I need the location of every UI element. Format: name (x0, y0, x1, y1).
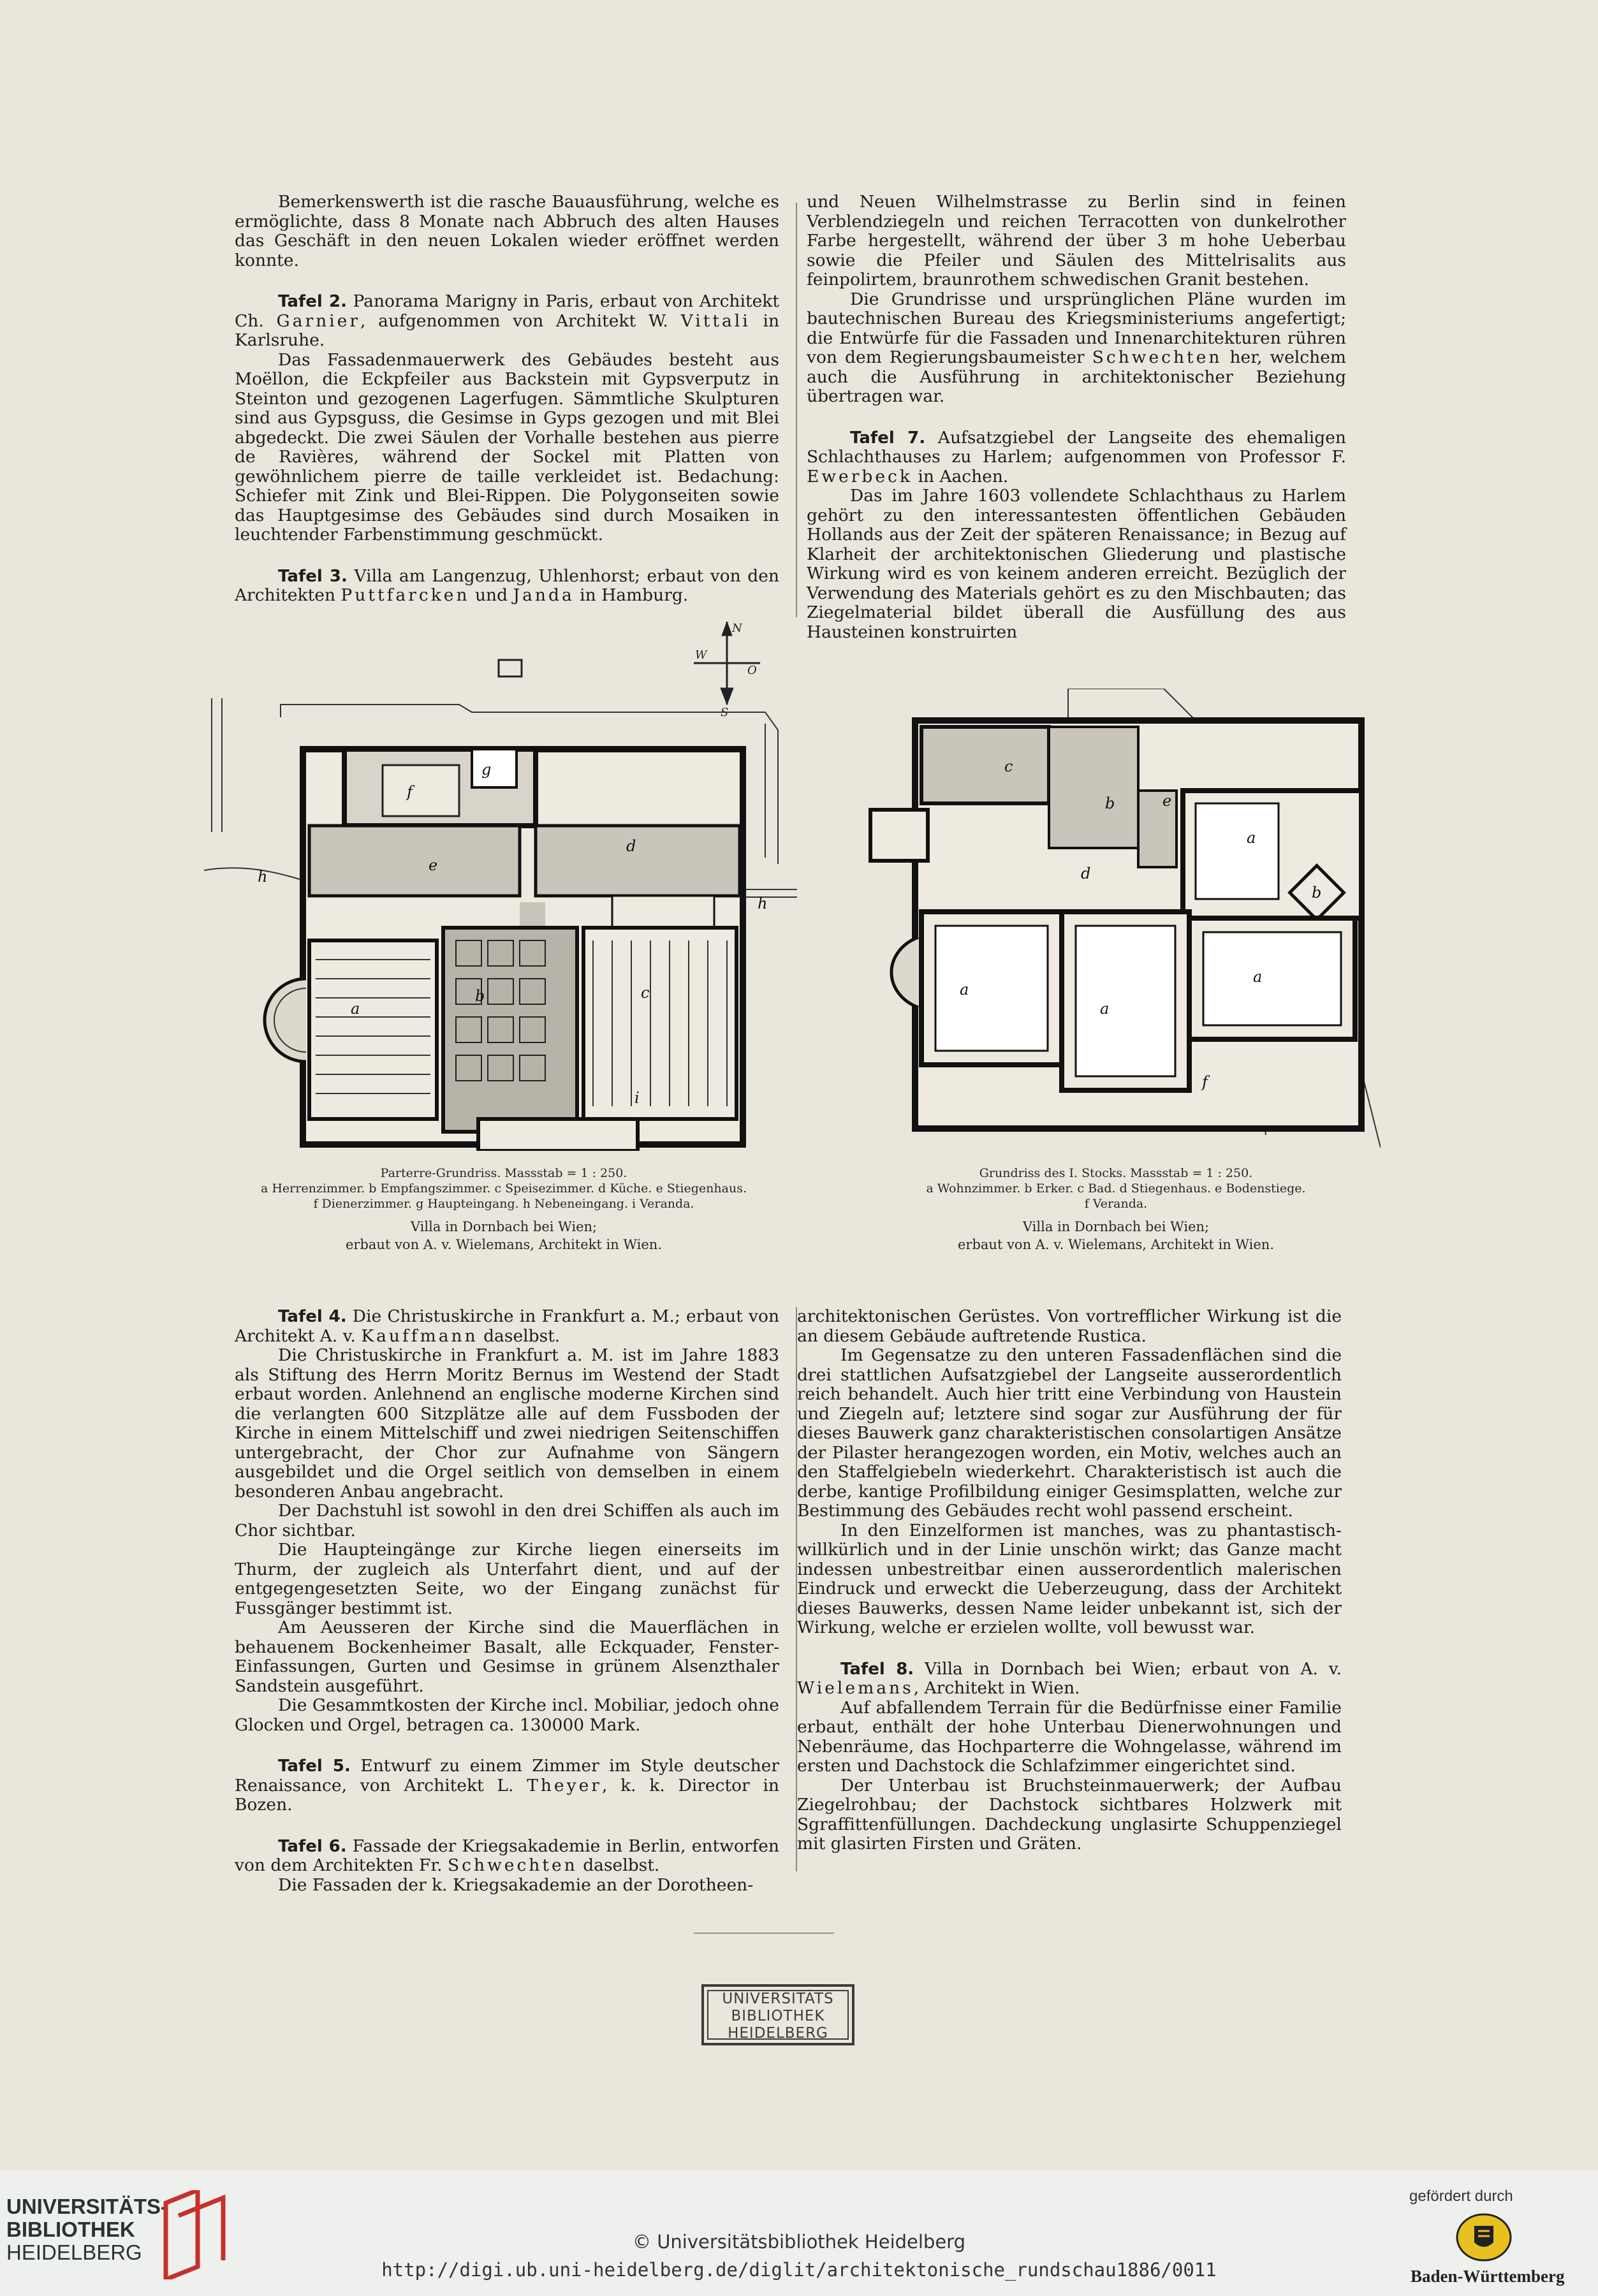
tafel-label: Tafel 8. (840, 1659, 914, 1679)
room-label: a (1253, 968, 1263, 986)
caption-architect: erbaut von A. v. Wielemans, Architekt in Wien. (346, 1237, 662, 1252)
logo-line: UNIVERSITÄTS- (6, 2195, 168, 2218)
compass-rose-icon (694, 622, 760, 719)
paragraph: Die Gesammtkosten der Kirche incl. Mobiliar, jedoch ohne Glocken und Orgel, betragen ca. 130000 Mark. (235, 1695, 779, 1735)
room-label: a (351, 1000, 360, 1018)
tafel-7-heading (807, 428, 1346, 487)
name-span: Puttfarcken (341, 585, 470, 605)
library-stamp (701, 1984, 854, 2045)
name-span: Janda (513, 585, 575, 605)
right-bottom-column (797, 1307, 1342, 1854)
room-label: f (1202, 1073, 1208, 1091)
text-span: , k. k. Director in Bozen. (235, 1775, 779, 1815)
tafel-5-heading (235, 1757, 779, 1815)
caption-architect: erbaut von A. v. Wielemans, Architekt in Wien. (958, 1237, 1274, 1252)
room-label: b (1312, 884, 1322, 902)
room-label: d (626, 837, 636, 855)
text-span: her, welchem auch die Ausführung in architektonischer Beziehung übertragen war. (807, 347, 1347, 406)
room-label: a (1100, 1000, 1110, 1018)
room-label: d (1081, 865, 1091, 882)
stamp-line: UNIVERSITÄTS (722, 1991, 834, 2007)
caption-legend: a Herrenzimmer. b Empfangszimmer. c Speisezimmer. d Küche. e Stiegenhaus. (261, 1181, 747, 1196)
room-label: h (258, 868, 268, 886)
room-label: c (641, 984, 650, 1002)
caption-legend: f Dienerzimmer. g Haupteingang. h Nebeneingang. i Veranda. (313, 1197, 694, 1211)
compass-south: S (721, 706, 729, 719)
baden-wuerttemberg-coat-of-arms-icon (1455, 2212, 1513, 2263)
tafel-label: Tafel 6. (278, 1836, 347, 1856)
paragraph: Die Christuskirche in Frankfurt a. M. ist im Jahre 1883 als Stiftung des Herrn Moritz Bernus im Westend der Stadt erbaut worden. Anlehnend an englische moderne Kirchen sind die verlangten 600 Sitzplätze alle auf dem Fussboden der Kirche in einem Mittelschiff und zwei niedrigen Seitenschiffen untergebracht, der Chor zur Aufnahme von Sängern ausgebildet und die Orgel seitlich von demselben in einem besonderen Anbau angebracht. (235, 1345, 779, 1502)
room-label: e (429, 856, 438, 874)
section-divider (694, 1933, 834, 1934)
left-bottom-column (235, 1307, 779, 1895)
text-span: in Aachen. (912, 466, 1009, 486)
parterre-caption (217, 1166, 791, 1254)
caption-title: Parterre-Grundriss. Massstab = 1 : 250. (380, 1166, 627, 1180)
name-span: Wielemans (797, 1678, 914, 1698)
room-label: g (481, 761, 492, 779)
tafel-8-heading (797, 1660, 1342, 1699)
caption-villa: Villa in Dornbach bei Wien; (1022, 1219, 1210, 1234)
caption-legend: f Veranda. (1084, 1197, 1148, 1211)
paragraph: Im Gegensatze zu den unteren Fassadenflächen sind die drei stattlichen Aufsatzgiebel der Langseite ausserordentlich reich behandelt. Auch hier tritt eine Verbindung von Haustein und Ziegeln auf; letztere sind sogar zur Ausführung der für dieses Bauwerk ganz charakteristischen consolartigen Ansätze der Pilaster herangezogen worden, ein Motiv, welches auch an den Staffelgiebeln wiederkehrt. Charakteristisch ist auch die derbe, kantige Profilbildung einiger Gesimsplatten, welche zur Bestimmung des Gebäudes recht wohl passend erscheint. (797, 1345, 1342, 1521)
paragraph: Am Aeusseren der Kirche sind die Mauerflächen in behauenem Bockenheimer Basalt, alle Eckquader, Fenster-Einfassungen, Gurten und Gesimse in grünem Alsenzthaler Sandstein ausgeführt. (235, 1618, 779, 1696)
paragraph: Die Haupteingänge zur Kirche liegen einerseits im Thurm, der zugleich als Unterfahrt dient, und auf der entgegengesetzten Seite, wo der Eingang zunächst für Fussgänger bestimmt ist. (235, 1540, 779, 1618)
permalink-url[interactable]: http://digi.ub.uni-heidelberg.de/diglit/architektonische_rundschau1886/0011 (381, 2259, 1217, 2281)
tafel-2-heading (235, 292, 779, 351)
tafel-label: Tafel 7. (850, 428, 926, 448)
paragraph: Die Fassaden der k. Kriegsakademie an der Dorotheen- (278, 1875, 754, 1895)
parterre-floor-plan (204, 622, 797, 1151)
copyright-notice: © Universitätsbibliothek Heidelberg (632, 2231, 965, 2253)
text-span: und (469, 585, 513, 605)
tafel-label: Tafel 2. (278, 292, 347, 311)
name-span: Schwechten (448, 1855, 578, 1875)
logo-line: HEIDELBERG (6, 2241, 142, 2264)
paragraph: architektonischen Gerüstes. Von vortrefflicher Wirkung ist die an diesem Gebäude auftretende Rustica. (797, 1306, 1342, 1346)
paragraph: Das im Jahre 1603 vollendete Schlachthaus zu Harlem gehört zu den interessantesten öffentlichen Gebäuden Hollands aus der Zeit der späteren Renaissance; in Bezug auf Klarheit der architektonischen Gliederung und plastische Wirkung wird es von keinem anderen erreicht. Bezüglich der Verwendung des Materials gehört es zu den Mischbauten; das Ziegelmaterial bildet überall die Ausfüllung des aus Hausteinen konstruirten (807, 486, 1346, 642)
first-floor-caption (854, 1166, 1377, 1254)
compass-east: O (747, 664, 757, 677)
funded-by-label: gefördert durch (1409, 2188, 1513, 2205)
text-span: in Hamburg. (574, 585, 689, 605)
paragraph: und Neuen Wilhelmstrasse zu Berlin sind in feinen Verblendziegeln und reichen Terracotten von dunkelrother Farbe hergestellt, während der über 3 m hohe Ueberbau sowie die Pfeiler und Säulen des Mittelrisalits aus feinpolirtem, braunrothem schwedischen Granit bestehen. (807, 192, 1346, 289)
name-span: Schwechten (1092, 347, 1222, 367)
caption-title: Grundriss des I. Stocks. Massstab = 1 : 250. (979, 1166, 1253, 1180)
room-label: a (1247, 829, 1256, 847)
paragraph: Der Dachstuhl ist sowohl in den drei Schiffen als auch im Chor sichtbar. (235, 1501, 779, 1540)
name-span: Garnier (276, 311, 361, 331)
caption-villa: Villa in Dornbach bei Wien; (410, 1219, 597, 1234)
text-span: daselbst. (478, 1326, 561, 1346)
text-span: Villa am Langenzug, Uhlenhorst; erbaut von den Architekten (235, 566, 779, 605)
text-span: Entwurf zu einem Zimmer im Style deutscher Renaissance, von Architekt L. (235, 1756, 779, 1795)
paragraph: Das Fassadenmauerwerk des Gebäudes besteht aus Moëllon, die Eckpfeiler aus Backstein mit Gypsverputz in Steinton und gezogenen Lagerfugen. Sämmtliche Skulpturen sind aus Gypsguss, die Gesimse in Gyps gezogen und mit Blei abgedeckt. Die zwei Säulen der Vorhalle bestehen aus pierre de Ravières, während der Sockel mit Platten von gewöhnlichem pierre de taille verkleidet ist. Bedachung: Schiefer mit Zink und Blei-Rippen. Die Polygonseiten sowie das Hauptgesimse des Gebäudes sind durch Mosaiken in leuchtender Farbenstimmung geschmückt. (235, 349, 779, 545)
text-span: Fassade der Kriegsakademie in Berlin, entworfen von dem Architekten Fr. (235, 1836, 779, 1875)
text-span: Die Grundrisse und ursprünglichen Pläne wurden im bautechnischen Bureau des Kriegsministeriums angefertigt; die Entwürfe für die Fassaden und Innenarchitekturen rühren von dem Regierungsbaumeister (807, 289, 1346, 367)
tafel-label: Tafel 4. (278, 1307, 347, 1326)
university-library-logo[interactable] (6, 2195, 168, 2264)
compass-west: W (695, 648, 707, 662)
room-label: i (634, 1089, 640, 1107)
tafel-4-heading (235, 1307, 779, 1346)
name-span: Ewerbeck (807, 466, 913, 486)
tafel-label: Tafel 3. (278, 566, 348, 586)
tafel-3-heading (235, 567, 779, 606)
stamp-line: HEIDELBERG (728, 2025, 828, 2042)
funder-name: Baden-Württemberg (1411, 2267, 1565, 2286)
room-label: c (1004, 757, 1013, 775)
caption-legend: a Wohnzimmer. b Erker. c Bad. d Stiegenhaus. e Bodenstiege. (926, 1181, 1306, 1196)
right-top-column (807, 193, 1346, 642)
paragraph: Der Unterbau ist Bruchsteinmauerwerk; der Aufbau Ziegelrohbau; der Dachstock sichtbares Holzwerk mit Sgraffittenfüllungen. Dachdeckung unglasirte Schuppenziegel mit glasirten Firsten und Gräten. (797, 1775, 1342, 1854)
room-label: f (407, 783, 413, 801)
footer-bar (0, 2171, 1598, 2296)
paragraph: Bemerkenswerth ist die rasche Bauausführung, welche es ermöglichte, dass 8 Monate nach Abbruch des alten Hauses das Geschäft in den neuen Lokalen wieder eröffnet werden konnte. (235, 192, 779, 270)
text-span: Aufsatzgiebel der Langseite des ehemaligen Schlachthauses zu Harlem; aufgenommen von Professor F. (807, 427, 1346, 467)
compass-north: N (732, 622, 742, 635)
stamp-line: BIBLIOTHEK (731, 2008, 825, 2024)
room-label: b (475, 987, 485, 1005)
room-label: a (960, 981, 969, 998)
paragraph: Auf abfallendem Terrain für die Bedürfnisse einer Familie erbaut, enthält der hohe Unterbau Dienerwohnungen und Nebenräume, das Hochparterre die Wohngelasse, während im ersten und Dachstock die Schlafzimmer eingerichtet sind. (797, 1697, 1342, 1776)
text-span: , aufgenommen von Architekt W. (360, 311, 681, 331)
first-floor-plan (858, 689, 1381, 1154)
tafel-label: Tafel 5. (278, 1757, 351, 1776)
left-top-column (235, 193, 779, 606)
name-span: Vittali (680, 311, 751, 331)
room-label: e (1162, 792, 1172, 810)
paragraph: In den Einzelformen ist manches, was zu phantastisch-willkürlich und in der Linie unschön wirkt; das Ganze macht indessen unbestreitbar einen ausserordentlich malerischen Eindruck und erweckt die Ueberzeugung, dass der Architekt dieses Bauwerks, dessen Name leider unbekannt ist, sich der Wirkung, welche er erzielen wollte, voll bewusst war. (797, 1520, 1342, 1637)
column-divider (796, 203, 797, 617)
tafel-6-heading (235, 1837, 779, 1876)
paragraph (807, 290, 1346, 407)
text-span: in Karlsruhe. (235, 311, 780, 350)
room-label: b (1105, 794, 1115, 812)
logo-line: BIBLIOTHEK (6, 2218, 135, 2241)
text-span: , Architekt in Wien. (913, 1678, 1080, 1698)
name-span: Kauffmann (361, 1326, 478, 1346)
text-span: daselbst. (577, 1855, 660, 1875)
text-span: Die Christuskirche in Frankfurt a. M.; erbaut von Architekt A. v. (235, 1306, 780, 1346)
text-span: Panorama Marigny in Paris, erbaut von Architekt Ch. (235, 291, 779, 331)
text-span: Villa in Dornbach bei Wien; erbaut von A. v. (914, 1658, 1342, 1679)
room-label: h (758, 895, 768, 912)
name-span: Theyer (527, 1775, 602, 1795)
